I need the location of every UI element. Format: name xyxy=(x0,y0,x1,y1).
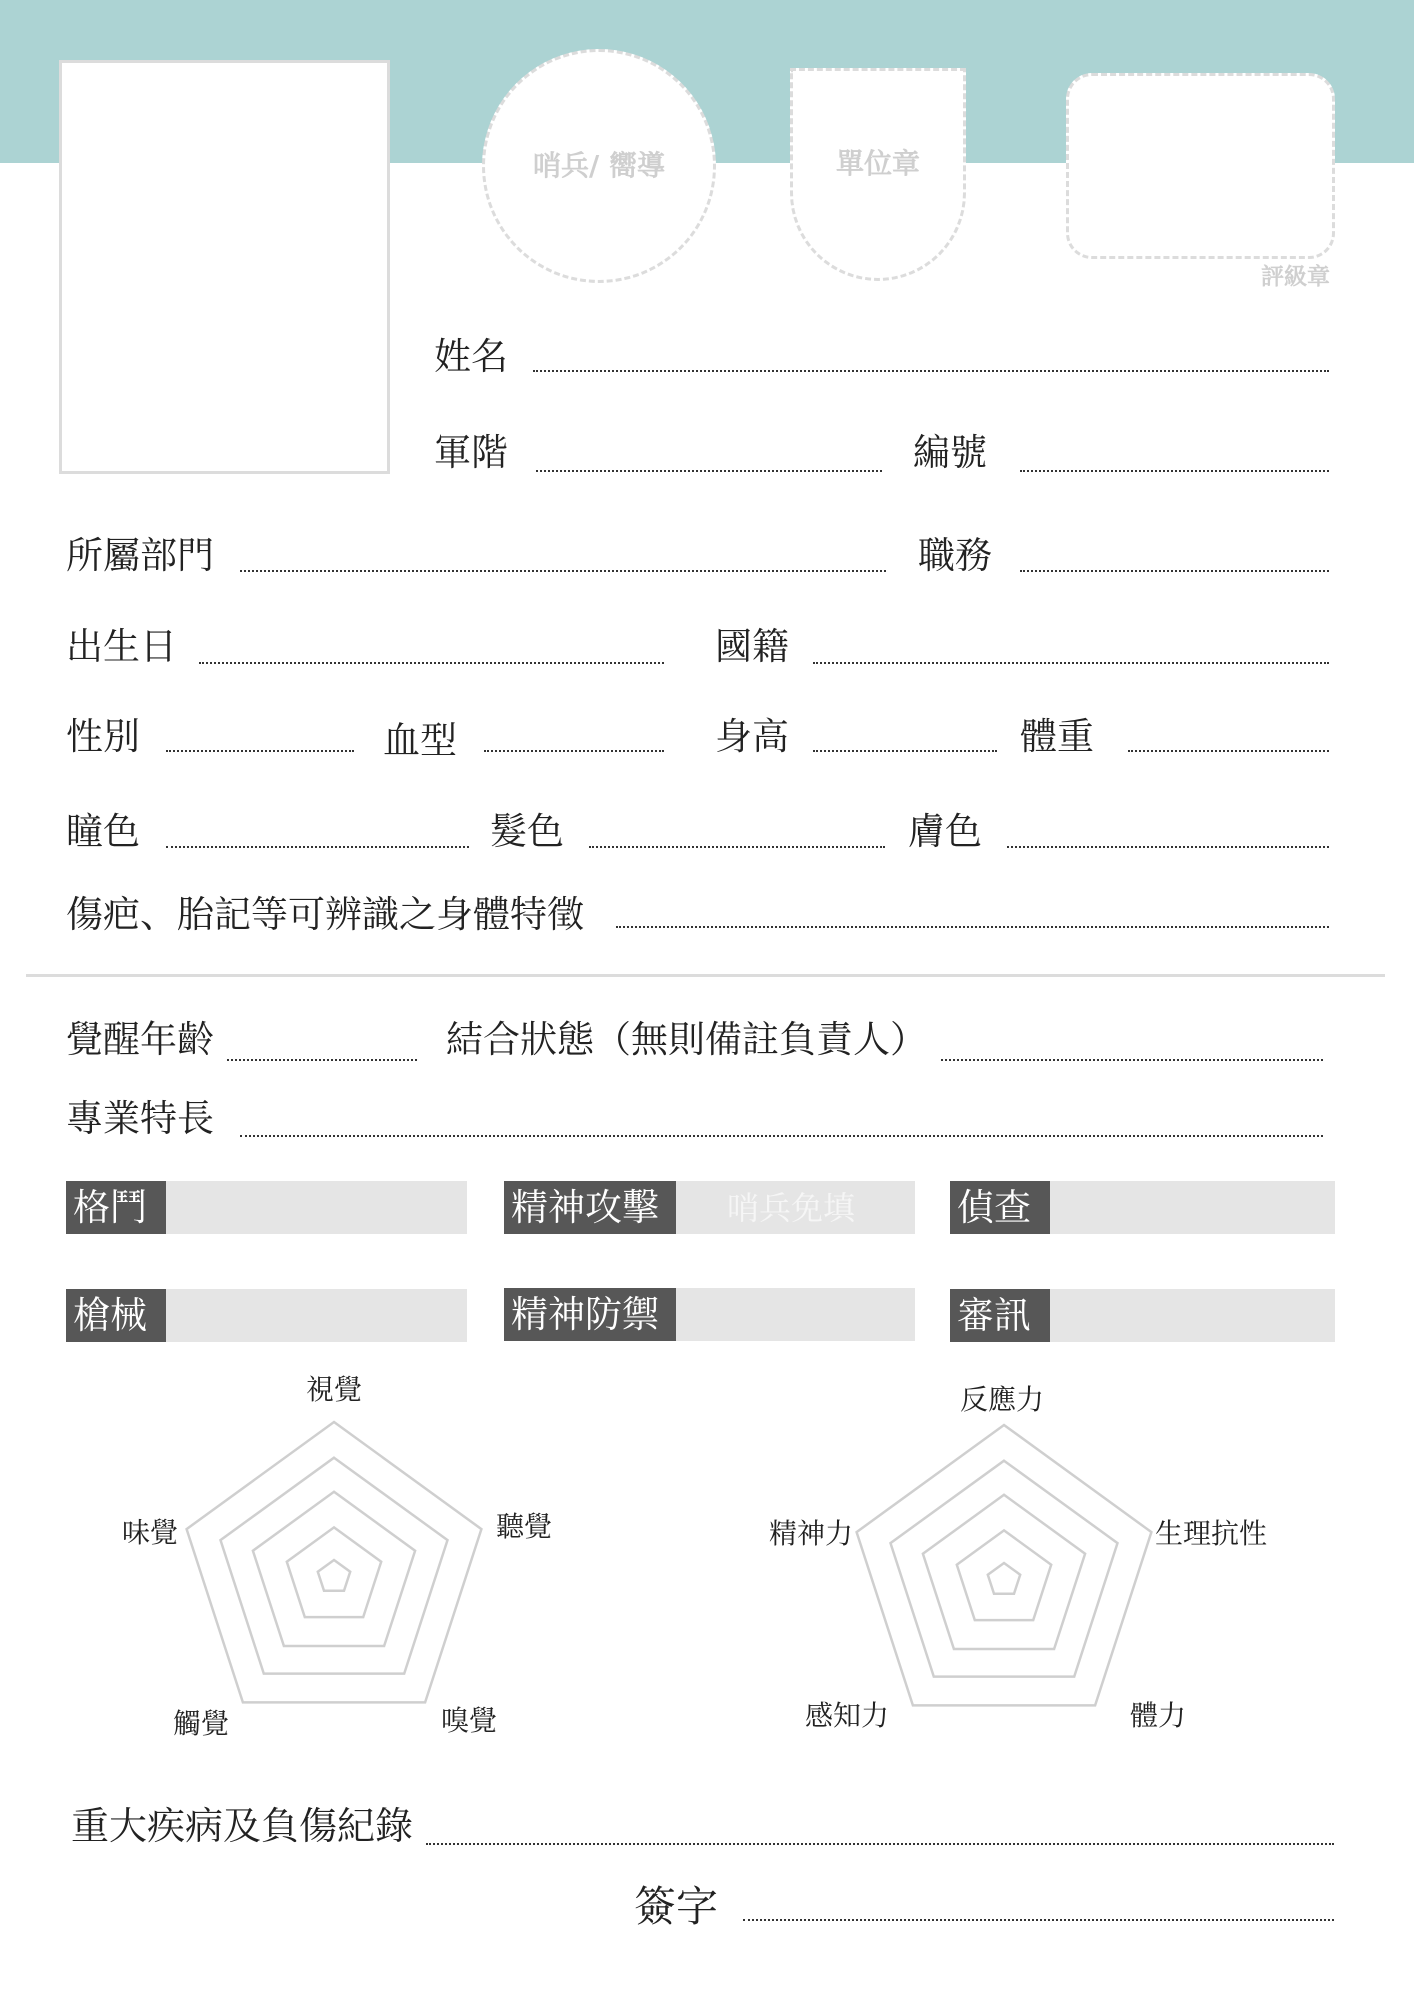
gender-label: 性別 xyxy=(66,715,140,758)
signature-label: 簽字 xyxy=(634,1882,719,1931)
bond-status-field[interactable] xyxy=(941,1059,1323,1061)
radar-axis-label: 觸覺 xyxy=(172,1707,230,1740)
radar-ring xyxy=(221,1458,448,1674)
weight-label: 體重 xyxy=(1020,715,1094,758)
radar-ring xyxy=(187,1422,482,1702)
serial-number-label: 編號 xyxy=(913,431,987,474)
bond-status-label: 結合狀態（無則備註負責人） xyxy=(446,1018,927,1061)
radar-ring xyxy=(957,1530,1051,1620)
skill-bar-combat[interactable] xyxy=(66,1181,467,1234)
skill-placeholder: 哨兵免填 xyxy=(727,1188,856,1227)
rank-label: 軍階 xyxy=(434,431,508,474)
distinguishing-marks-field[interactable] xyxy=(616,926,1329,928)
radar-axis-label: 聽覺 xyxy=(495,1510,553,1543)
serial-number-field[interactable] xyxy=(1020,470,1329,472)
department-field[interactable] xyxy=(240,570,886,572)
radar-axis-label: 視覺 xyxy=(305,1373,363,1406)
skill-label: 精神攻擊 xyxy=(504,1181,676,1234)
skill-label: 槍械 xyxy=(66,1289,166,1342)
skill-bar-reconnaissance[interactable] xyxy=(950,1181,1335,1234)
distinguishing-marks-label: 傷疤、胎記等可辨識之身體特徵 xyxy=(66,893,584,936)
hair-color-label: 髮色 xyxy=(490,810,564,853)
blood-type-field[interactable] xyxy=(484,750,664,752)
radar-ring xyxy=(988,1563,1020,1594)
rank-badge xyxy=(1066,73,1335,259)
awakening-age-field[interactable] xyxy=(227,1059,417,1061)
section-divider xyxy=(26,974,1385,977)
radar-axis-label: 嗅覺 xyxy=(440,1704,498,1737)
skill-label: 精神防禦 xyxy=(504,1288,676,1341)
radar-axis-label: 精神力 xyxy=(768,1517,854,1550)
awakening-age-label: 覺醒年齡 xyxy=(66,1018,214,1061)
radar-ring xyxy=(857,1425,1152,1705)
skill-bar-mental-defense[interactable] xyxy=(504,1288,915,1341)
birthday-label: 出生日 xyxy=(66,625,177,668)
medical-record-label: 重大疾病及負傷紀錄 xyxy=(71,1804,414,1848)
skill-bar-mental-attack[interactable] xyxy=(504,1181,915,1234)
rank-badge-label: 評級章 xyxy=(1261,264,1330,290)
radar-axis-label: 生理抗性 xyxy=(1154,1517,1268,1550)
skill-label: 審訊 xyxy=(950,1289,1050,1342)
weight-field[interactable] xyxy=(1128,750,1329,752)
unit-badge xyxy=(790,68,966,281)
nationality-field[interactable] xyxy=(813,662,1329,664)
signature-field[interactable] xyxy=(743,1919,1334,1921)
radar-axis-label: 感知力 xyxy=(804,1699,890,1732)
position-field[interactable] xyxy=(1020,570,1329,572)
radar-axis-label: 體力 xyxy=(1129,1699,1187,1732)
specialty-label: 專業特長 xyxy=(66,1097,214,1140)
radar-ring xyxy=(318,1560,350,1591)
radar-ring xyxy=(891,1461,1118,1677)
radar-ring xyxy=(923,1495,1085,1649)
birthday-field[interactable] xyxy=(199,662,664,664)
skin-color-label: 膚色 xyxy=(908,810,982,853)
sentinel-guide-badge xyxy=(482,49,716,283)
radar-ring xyxy=(253,1492,415,1646)
radar-axis-label: 味覺 xyxy=(121,1516,179,1549)
radar-ring xyxy=(287,1527,381,1617)
name-field[interactable] xyxy=(533,370,1329,372)
eye-color-field[interactable] xyxy=(166,846,469,848)
unit-badge-label: 單位章 xyxy=(835,147,920,180)
radar-axis-label: 反應力 xyxy=(959,1383,1045,1416)
blood-type-label: 血型 xyxy=(383,719,457,762)
skin-color-field[interactable] xyxy=(1007,846,1329,848)
skill-label: 偵查 xyxy=(950,1181,1050,1234)
photo-box xyxy=(59,60,390,474)
department-label: 所屬部門 xyxy=(66,534,214,577)
height-field[interactable] xyxy=(813,750,997,752)
skill-label: 格鬥 xyxy=(66,1181,166,1234)
nationality-label: 國籍 xyxy=(715,625,789,668)
medical-record-field[interactable] xyxy=(426,1843,1334,1845)
height-label: 身高 xyxy=(715,715,789,758)
hair-color-field[interactable] xyxy=(589,846,885,848)
specialty-field[interactable] xyxy=(240,1135,1323,1137)
skill-bar-interrogation[interactable] xyxy=(950,1289,1335,1342)
name-label: 姓名 xyxy=(434,335,508,378)
gender-field[interactable] xyxy=(166,750,354,752)
position-label: 職務 xyxy=(918,534,992,577)
sentinel-guide-badge-label: 哨兵/ 嚮導 xyxy=(533,149,665,182)
eye-color-label: 瞳色 xyxy=(66,810,140,853)
skill-bar-firearms[interactable] xyxy=(66,1289,467,1342)
rank-field[interactable] xyxy=(536,470,882,472)
